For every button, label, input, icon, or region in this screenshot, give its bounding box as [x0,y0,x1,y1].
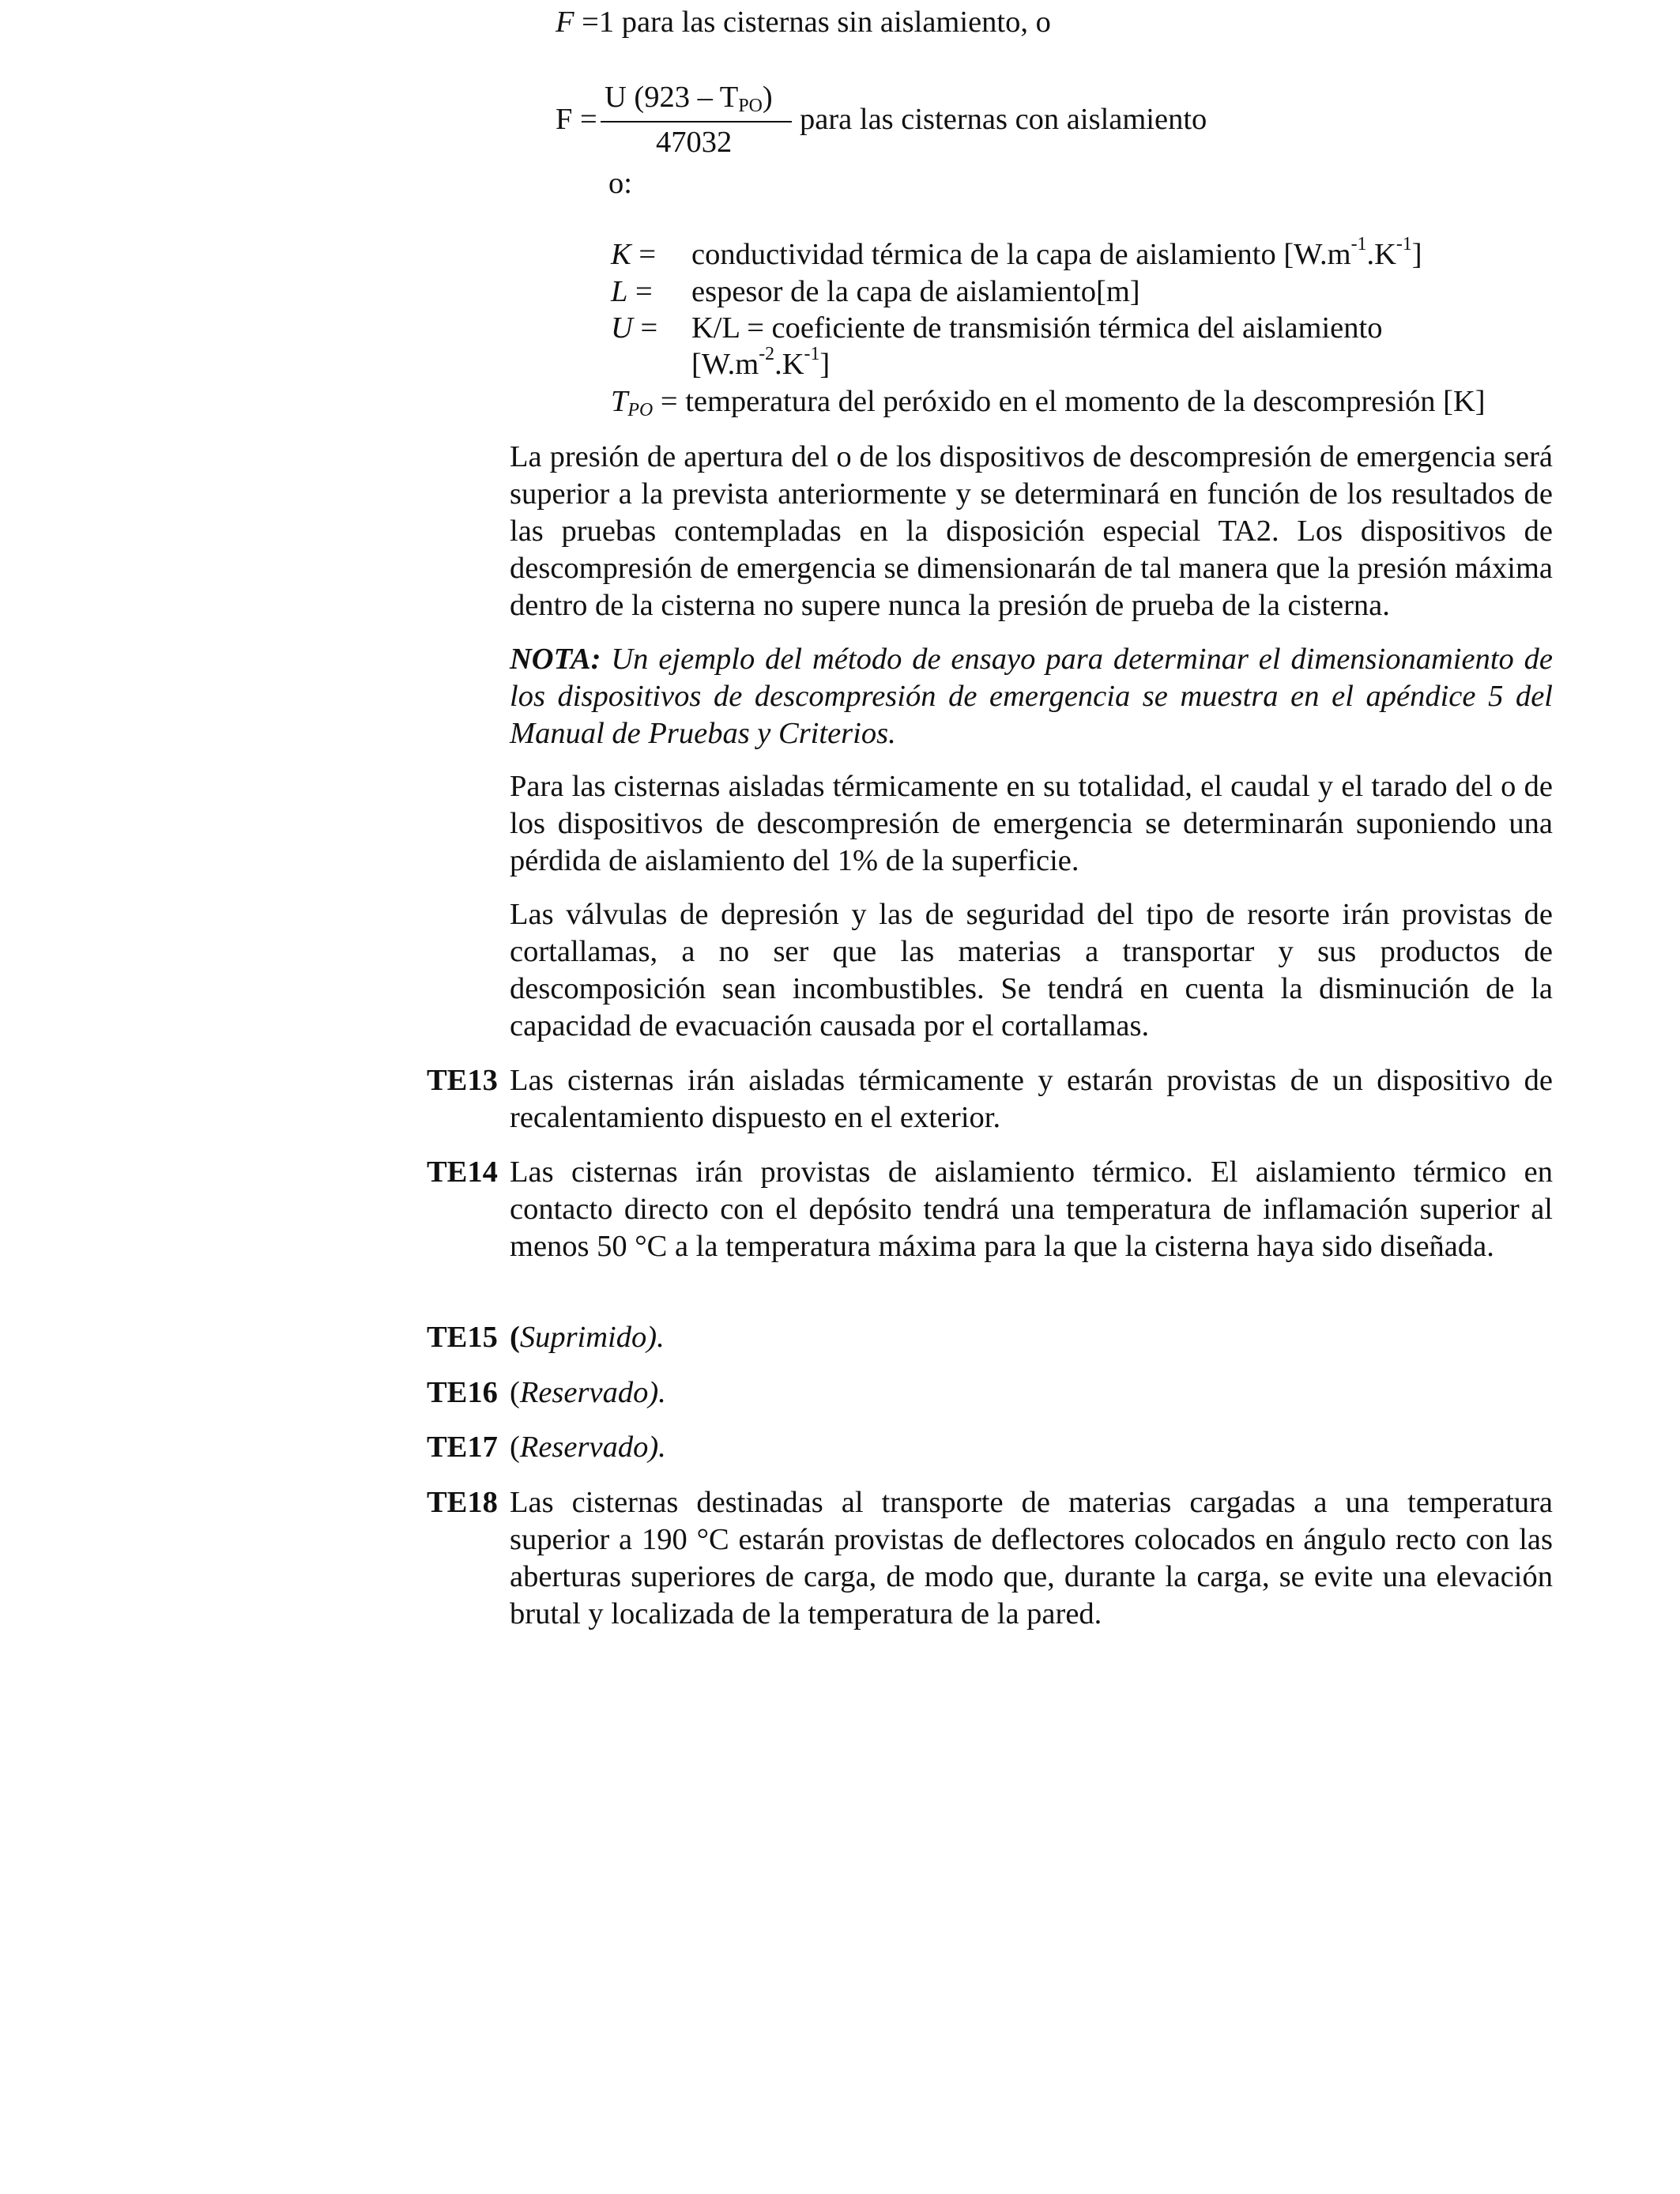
definition-k [611,237,656,272]
entry-code: TE14 [427,1155,498,1189]
def-text: conductividad térmica de la capa de aislamiento [W.m [691,238,1351,271]
entry-code: TE18 [427,1486,498,1519]
entry-text: Las cisternas destinadas al transporte de materias cargadas a una temperatura superior a 190 °C estarán provistas de deflectores colocados en ángulo recto con las aberturas superiores de carga, de modo que, durante la carga, se evite una elevación brutal y localizada de la temperatura de la pared. [510,1486,1553,1630]
def-equals: = [627,275,653,308]
def-equals: = [653,385,678,418]
entry-text [510,1374,1553,1412]
entry-code: TE17 [427,1431,498,1464]
note-paragraph [510,641,1553,752]
def-equals: = [632,311,658,345]
definition-u [611,311,657,345]
entry-italic-text: Suprimido). [519,1321,665,1354]
definition-l [611,274,653,309]
definition-u-text: K/L = coeficiente de transmisión térmica del aislamiento [691,311,1383,345]
paragraph-opening-pressure: La presión de apertura del o de los dispositivos de descompresión de emergencia será superior a la prevista anteriormente y se determinará en función de los resultados de las pruebas contempladas en la disposición especial TA2. Los dispositivos de descompresión de emergencia se dimensionarán de tal manera que la presión máxima dentro de la cisterna no supere nunca la presión de prueba de la cisterna. [510,440,1553,622]
formula-line1-text: =1 para las cisternas sin aislamiento, o [574,6,1051,39]
entry-italic-text: Reservado). [519,1431,666,1464]
paragraph-insulated-tanks: Para las cisternas aisladas térmicamente en su totalidad, el caudal y el tarado del o de los dispositivos de descompresión de emergencia se determinarán suponiendo una pérdida de aislamiento del 1% de la superficie. [510,770,1553,877]
entry-open-paren: ( [510,1376,520,1409]
entry-open-paren: ( [510,1431,520,1464]
definition-k-text [691,234,1422,272]
formula-where: o: [608,167,632,200]
entry-open-paren: ( [510,1321,520,1354]
formula-numerator [605,80,773,115]
entry-text [510,1429,1553,1466]
formula-rhs-text: para las cisternas con aislamiento [800,103,1207,136]
def-sup: -1 [804,344,820,365]
paragraph-valves: Las válvulas de depresión y las de seguridad del tipo de resorte irán provistas de cortallamas, a no ser que las materias a transportar y sus productos de descomposición sean incombustibles. Se tendrá en cuenta la disminución de la capacidad de evacuación causada por el cortallamas. [510,898,1553,1042]
formula-line-uninsulated [556,5,1051,40]
def-sup: -1 [1350,234,1367,255]
formula-var-f: F [556,6,574,39]
note-label: NOTA: [510,643,601,676]
entry-code: TE15 [427,1321,498,1354]
definition-tpo [611,384,1486,419]
def-text-mid: .K [1366,238,1396,271]
def-symbol: L [611,275,628,308]
def-sup: -1 [1396,234,1412,255]
definition-u-continuation [691,344,831,382]
def-text-end: ] [1411,238,1422,271]
entry-text [510,1319,1553,1356]
numerator-post: ) [762,81,773,114]
def-text-end: ] [819,348,831,381]
def-text: [W.m [691,348,759,381]
def-symbol: K [611,238,631,271]
entry-code: TE13 [427,1064,498,1097]
def-equals: = [631,238,657,271]
def-symbol-sub: PO [627,399,654,420]
entry-text: Las cisternas irán aisladas térmicamente y estarán provistas de un dispositivo de recalentamiento dispuesto en el exterior. [510,1064,1553,1134]
formula-denominator: 47032 [656,126,733,159]
numerator-sub: PO [738,95,763,116]
formula-lhs: F = [556,103,597,136]
numerator-pre: U (923 – T [605,81,739,114]
entry-italic-text: Reservado). [519,1376,666,1409]
entry-text: Las cisternas irán provistas de aislamiento térmico. El aislamiento térmico en contacto directo con el depósito tendrá una temperatura de inflamación superior al menos 50 °C a la temperatura máxima para la que la cisterna haya sido diseñada. [510,1155,1553,1263]
def-symbol: U [611,311,633,345]
def-sup: -2 [759,344,775,365]
fraction-bar [601,121,792,123]
def-symbol: T [611,385,628,418]
def-text-mid: .K [774,348,804,381]
def-text: temperatura del peróxido en el momento de la descompresión [K] [677,385,1486,418]
note-text: Un ejemplo del método de ensayo para determinar el dimensionamiento de los dispositivos de descompresión de emergencia se muestra en el apéndice 5 del Manual de Pruebas y Criterios. [510,643,1553,750]
entry-code: TE16 [427,1376,498,1409]
definition-l-text: espesor de la capa de aislamiento[m] [691,275,1140,308]
